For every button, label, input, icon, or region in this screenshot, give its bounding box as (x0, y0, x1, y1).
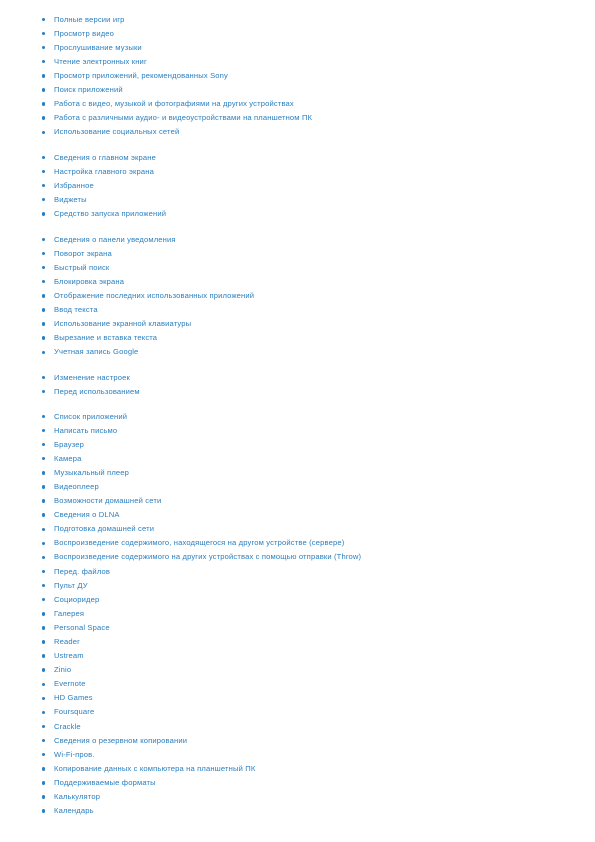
bullet-dot-icon (42, 683, 45, 686)
bullet-dot-icon (42, 654, 45, 657)
list-item (40, 494, 361, 508)
toc-link[interactable]: Поворот экрана (54, 248, 112, 258)
list-item (40, 345, 254, 359)
toc-link[interactable]: Копирование данных с компьютера на планшетный ПК (54, 763, 256, 773)
bullet-dot-icon (42, 294, 45, 297)
list-item (40, 790, 361, 804)
list-item (40, 565, 361, 579)
list-item (40, 621, 361, 635)
list-item (40, 734, 361, 748)
list-item (40, 317, 254, 331)
toc-link[interactable]: Использование социальных сетей (54, 127, 180, 137)
bullet-dot-icon (42, 415, 45, 418)
toc-link[interactable]: Перед использованием (54, 386, 140, 396)
link-list-group-1 (40, 13, 312, 140)
toc-link[interactable]: Evernote (54, 679, 86, 689)
toc-link[interactable]: Foursquare (54, 707, 95, 717)
bullet-dot-icon (42, 781, 45, 784)
list-item (40, 677, 361, 691)
list-item (40, 69, 312, 83)
toc-link[interactable]: Блокировка экрана (54, 276, 125, 286)
list-item (40, 13, 312, 27)
toc-link[interactable]: Просмотр приложений, рекомендованных Sony (54, 70, 228, 80)
bullet-dot-icon (42, 198, 45, 201)
toc-link[interactable]: Отображение последних использованных приложений (54, 290, 255, 300)
toc-link[interactable]: Быстрый поиск (54, 262, 110, 272)
toc-link[interactable]: Прослушивание музыки (54, 42, 142, 52)
list-item (40, 247, 254, 261)
bullet-dot-icon (42, 753, 45, 756)
bullet-dot-icon (42, 528, 45, 531)
bullet-dot-icon (42, 429, 45, 432)
toc-link[interactable]: Перед. файлов (54, 566, 111, 576)
bullet-dot-icon (42, 280, 45, 283)
bullet-dot-icon (42, 266, 45, 269)
list-item (40, 480, 361, 494)
toc-link[interactable]: Сведения о резервном копировании (54, 735, 188, 745)
toc-link[interactable]: Галерея (54, 608, 85, 618)
list-item (40, 593, 361, 607)
list-item (40, 303, 254, 317)
bullet-dot-icon (42, 74, 45, 77)
bullet-dot-icon (42, 88, 45, 91)
toc-link[interactable]: Настройка главного экрана (54, 166, 154, 176)
list-item (40, 371, 140, 385)
toc-link[interactable]: Написать письмо (54, 425, 118, 435)
list-item (40, 579, 361, 593)
list-item (40, 233, 254, 247)
toc-link[interactable]: Сведения о DLNA (54, 510, 120, 520)
list-item (40, 607, 361, 621)
list-item (40, 165, 166, 179)
bullet-dot-icon (42, 697, 45, 700)
list-item (40, 804, 361, 818)
toc-link[interactable]: Работа с различными аудио- и видеоустройствами на планшетном ПК (54, 113, 313, 123)
toc-link[interactable]: Просмотр видео (54, 28, 115, 38)
bullet-dot-icon (42, 116, 45, 119)
toc-link[interactable]: Использование экранной клавиатуры (54, 319, 192, 329)
bullet-dot-icon (42, 252, 45, 255)
list-item (40, 508, 361, 522)
list-item (40, 410, 361, 424)
toc-link[interactable]: Чтение электронных книг (54, 56, 147, 66)
toc-link[interactable]: Reader (54, 637, 80, 646)
bullet-dot-icon (42, 767, 45, 770)
bullet-dot-icon (42, 18, 45, 21)
list-item (40, 438, 361, 452)
list-item (40, 41, 312, 55)
bullet-dot-icon (42, 336, 45, 339)
toc-link[interactable]: Подготовка домашней сети (54, 524, 155, 534)
toc-link[interactable]: Учетная запись Google (54, 347, 139, 357)
bullet-dot-icon (42, 626, 45, 629)
list-item (40, 424, 361, 438)
toc-link[interactable]: Сведения о панели уведомления (54, 234, 176, 244)
list-item (40, 522, 361, 536)
bullet-dot-icon (42, 640, 45, 643)
bullet-dot-icon (42, 584, 45, 587)
toc-link[interactable]: Видеоплеер (54, 481, 99, 491)
toc-link[interactable]: Средство запуска приложений (54, 208, 167, 218)
bullet-dot-icon (42, 556, 45, 559)
bullet-dot-icon (42, 60, 45, 63)
list-item (40, 635, 361, 649)
link-list-group-3 (40, 233, 254, 360)
link-list-group-4 (40, 371, 140, 399)
toc-link[interactable]: Пульт ДУ (54, 580, 88, 590)
toc-link[interactable]: Изменение настроек (54, 372, 130, 382)
bullet-dot-icon (42, 184, 45, 187)
list-item (40, 97, 312, 111)
list-item (40, 748, 361, 762)
toc-link[interactable]: Personal Space (54, 622, 110, 632)
bullet-dot-icon (42, 212, 45, 215)
list-item (40, 261, 254, 275)
toc-link[interactable]: Избранное (54, 180, 94, 190)
bullet-dot-icon (42, 570, 45, 573)
bullet-dot-icon (42, 32, 45, 35)
list-item (40, 720, 361, 734)
toc-link[interactable]: Поиск приложений (54, 84, 123, 94)
list-item (40, 275, 254, 289)
bullet-dot-icon (42, 598, 45, 601)
bullet-dot-icon (42, 322, 45, 325)
bullet-dot-icon (42, 739, 45, 742)
toc-link[interactable]: Zinio (54, 665, 72, 675)
list-item (40, 762, 361, 776)
list-item (40, 83, 312, 97)
toc-link[interactable]: Полные версии игр (54, 14, 125, 24)
toc-link[interactable]: Музыкальный плеер (54, 467, 130, 477)
bullet-dot-icon (42, 102, 45, 105)
toc-link[interactable]: Социоридер (54, 594, 100, 604)
toc-link[interactable]: Wi-Fi-пров. (54, 749, 95, 759)
list-item (40, 536, 361, 550)
toc-link[interactable]: Ustream (54, 651, 84, 661)
bullet-dot-icon (42, 668, 45, 671)
list-item (40, 663, 361, 677)
list-item (40, 179, 166, 193)
bullet-dot-icon (42, 308, 45, 311)
list-item (40, 776, 361, 790)
list-item (40, 111, 312, 125)
bullet-dot-icon (42, 485, 45, 488)
toc-link[interactable]: HD Games (54, 693, 93, 703)
bullet-dot-icon (42, 46, 45, 49)
toc-link[interactable]: Список приложений (54, 411, 128, 421)
toc-link[interactable]: Crackle (54, 721, 81, 731)
toc-link[interactable]: Сведения о главном экране (54, 152, 156, 162)
toc-link[interactable]: Календарь (54, 806, 94, 816)
toc-link[interactable]: Виджеты (54, 194, 87, 204)
bullet-dot-icon (42, 711, 45, 714)
bullet-dot-icon (42, 542, 45, 545)
bullet-dot-icon (42, 156, 45, 159)
toc-link[interactable]: Работа с видео, музыкой и фотографиями на других устройствах (54, 99, 294, 109)
list-item (40, 550, 361, 564)
list-item (40, 151, 166, 165)
bullet-dot-icon (42, 499, 45, 502)
bullet-dot-icon (42, 457, 45, 460)
list-item (40, 55, 312, 69)
bullet-dot-icon (42, 170, 45, 173)
bullet-dot-icon (42, 513, 45, 516)
bullet-dot-icon (42, 131, 45, 134)
list-item (40, 193, 166, 207)
bullet-dot-icon (42, 725, 45, 728)
list-item (40, 331, 254, 345)
list-item (40, 27, 312, 41)
toc-link[interactable]: Ввод текста (54, 304, 98, 314)
toc-link[interactable]: Калькулятор (54, 792, 101, 802)
list-item (40, 385, 140, 399)
bullet-dot-icon (42, 443, 45, 446)
bullet-dot-icon (42, 809, 45, 812)
bullet-dot-icon (42, 351, 45, 354)
toc-link[interactable]: Воспроизведение содержимого, находящегося на другом устройстве (сервере) (54, 538, 345, 548)
toc-link[interactable]: Воспроизведение содержимого на других устройствах с помощью отправки (Throw) (54, 552, 362, 562)
list-item (40, 207, 166, 221)
bullet-dot-icon (42, 795, 45, 798)
bullet-dot-icon (42, 376, 45, 379)
link-list-group-2 (40, 151, 166, 221)
link-list-group-5 (40, 410, 361, 819)
toc-link[interactable]: Возможности домашней сети (54, 496, 162, 506)
bullet-dot-icon (42, 471, 45, 474)
list-item (40, 705, 361, 719)
toc-link[interactable]: Камера (54, 453, 82, 463)
bullet-dot-icon (42, 612, 45, 615)
bullet-dot-icon (42, 390, 45, 393)
toc-link[interactable]: Вырезание и вставка текста (54, 333, 158, 343)
list-item (40, 452, 361, 466)
list-item (40, 691, 361, 705)
bullet-dot-icon (42, 238, 45, 241)
toc-link[interactable]: Поддерживаемые форматы (54, 777, 156, 787)
toc-link[interactable]: Браузер (54, 439, 85, 449)
list-item (40, 125, 312, 139)
list-item (40, 649, 361, 663)
list-item (40, 289, 254, 303)
list-item (40, 466, 361, 480)
